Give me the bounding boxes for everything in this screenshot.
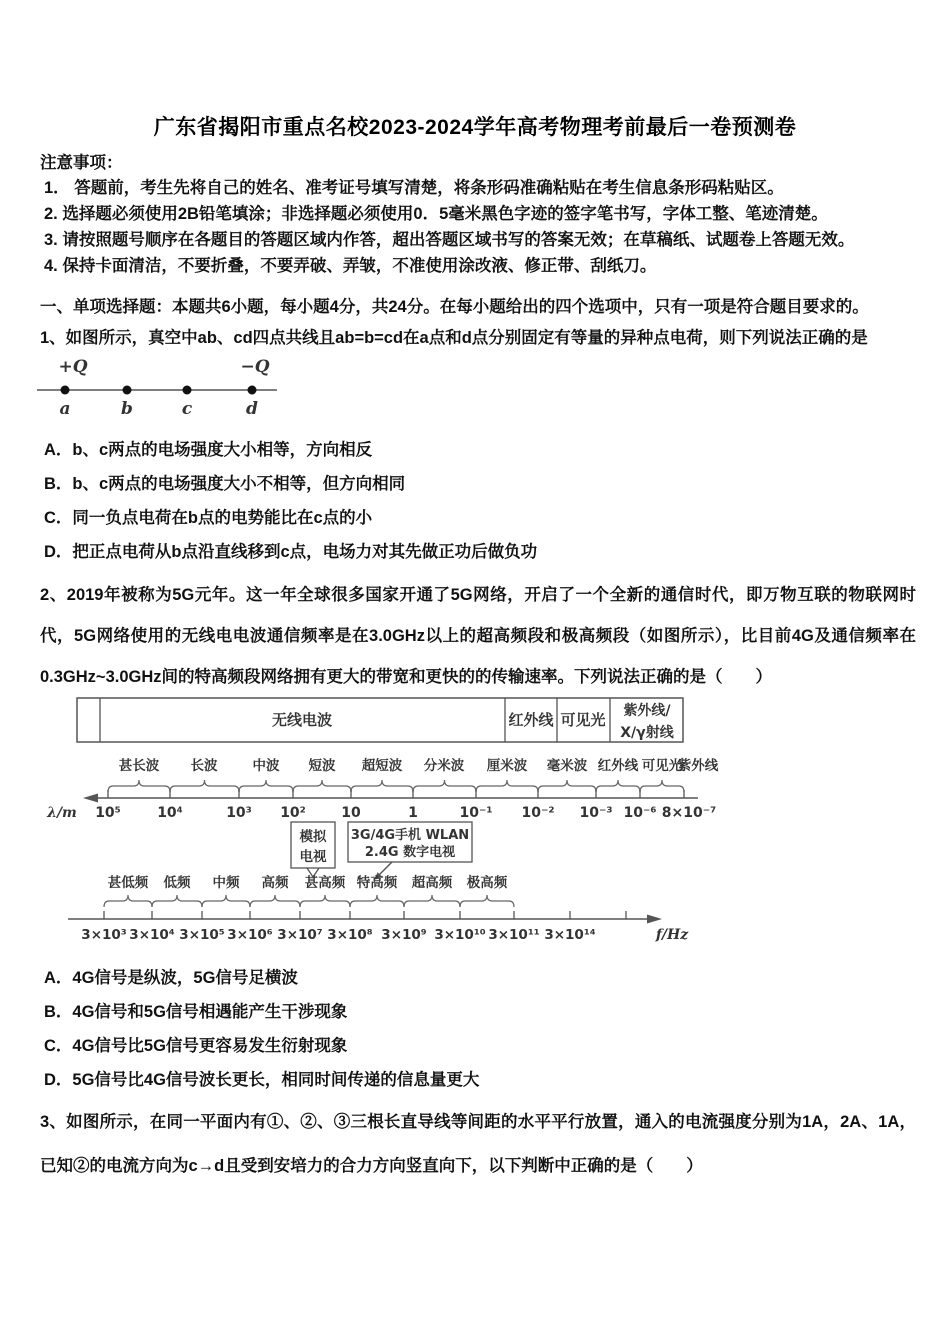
notice-item: 3. 请按照题号顺序在各题目的答题区域内作答，超出答题区域书写的答案无效；在草稿纸、试题卷上答题无效。 — [44, 231, 855, 249]
notice-item: 4. 保持卡面清洁，不要折叠，不要弄破、弄皱，不准使用涂改液、修正带、刮纸刀。 — [44, 257, 657, 275]
band-label: 甚低频 — [107, 875, 149, 891]
tick-label: 3×10⁵ — [179, 927, 225, 943]
tick-label: 3×10¹⁰ — [434, 927, 486, 943]
tick-label: 3×10⁴ — [129, 927, 175, 943]
band-label: 厘米波 — [486, 758, 528, 774]
q1-option-a: A．b、c两点的电场强度大小相等，方向相反 — [44, 441, 373, 459]
notice-heading: 注意事项： — [40, 154, 123, 172]
tick-label: 8×10⁻⁷ — [661, 805, 717, 821]
tick-label: 3×10⁶ — [227, 927, 273, 943]
band-label: 甚高频 — [304, 875, 346, 891]
band-label: 长波 — [190, 758, 218, 774]
tick-label: 10⁻³ — [579, 805, 613, 821]
tick-label: 3×10⁷ — [277, 927, 323, 943]
band-label: 可见光 — [641, 758, 683, 774]
notice-item: 1． 答题前，考生先将自己的姓名、准考证号填写清楚，将条形码准确粘贴在考生信息条形码粘贴区。 — [44, 179, 784, 197]
band-label: 中波 — [252, 758, 280, 774]
band-label: 甚长波 — [118, 758, 160, 774]
q1-option-c: C．同一负点电荷在b点的电势能比在c点的小 — [44, 509, 373, 527]
cell-uv-line1: 紫外线/ — [623, 703, 671, 719]
mobile-pointer-line — [379, 862, 392, 875]
band-label: 超高频 — [411, 875, 453, 891]
point-c-dot — [183, 386, 192, 395]
charge-diagram — [35, 356, 305, 422]
q1-option-b: B．b、c两点的电场强度大小不相等，但方向相同 — [44, 475, 406, 493]
exam-title: 广东省揭阳市重点名校2023-2024学年高考物理考前最后一卷预测卷 — [153, 116, 797, 139]
frequency-tick-marks — [104, 911, 626, 919]
q2-option-a: A．4G信号是纵波，5G信号足横波 — [44, 969, 298, 987]
band-label: 特高频 — [356, 875, 398, 891]
notice-item: 2. 选择题必须使用2B铅笔填涂；非选择题必须使用0．5毫米黑色字迹的签字笔书写，字体工整、笔迹清楚。 — [44, 205, 828, 223]
q2-option-b: B．4G信号和5G信号相遇能产生干涉现象 — [44, 1003, 348, 1021]
band-label: 毫米波 — [546, 758, 588, 774]
q2-option-c: C．4G信号比5G信号更容易发生衍射现象 — [44, 1037, 348, 1055]
cell-radio-waves: 无线电波 — [271, 711, 333, 729]
point-d-label: d — [246, 399, 258, 419]
tick-label: 3×10¹¹ — [488, 927, 540, 943]
tick-label: 3×10⁸ — [327, 927, 373, 943]
wavelength-axis — [46, 790, 716, 821]
tick-label: 10⁻¹ — [459, 805, 493, 821]
notice-list — [44, 175, 916, 279]
analog-tv-line2: 电视 — [299, 849, 327, 865]
q1-options — [44, 440, 914, 576]
right-charge-label: −Q — [240, 357, 270, 377]
mobile-line2: 2.4G 数字电视 — [364, 845, 456, 860]
band-label: 超短波 — [361, 758, 403, 774]
tick-label: 10⁻⁶ — [623, 805, 657, 821]
point-a-label: a — [59, 399, 71, 419]
cell-infrared: 红外线 — [508, 711, 554, 729]
band-label: 短波 — [308, 758, 336, 774]
frequency-tick-labels — [81, 927, 595, 943]
wavelength-band-labels — [119, 757, 719, 774]
frequency-band-labels — [108, 874, 508, 891]
mobile-line1: 3G/4G手机 WLAN — [350, 828, 470, 843]
tick-label: 10² — [280, 805, 306, 821]
tick-label: 10⁴ — [157, 805, 183, 821]
tick-label: 10³ — [226, 805, 252, 821]
tick-label: 3×10¹⁴ — [544, 927, 596, 943]
question-3-text: 3、如图所示，在同一平面内有①、②、③三根长直导线等间距的水平平行放置，通入的电流强度分别为1A，2A、1A，已知②的电流方向为c→d且受到安培力的合力方向竖直向下，以下判断中正确的是（ ） — [40, 1113, 916, 1175]
cell-visible-light: 可见光 — [560, 711, 606, 729]
point-b-label: b — [121, 399, 133, 419]
band-label: 高频 — [261, 875, 289, 891]
band-label: 紫外线 — [677, 758, 719, 774]
tick-label: 10⁵ — [95, 805, 121, 821]
band-label: 中频 — [212, 875, 240, 891]
tick-label: 1 — [408, 805, 418, 821]
question-1-text: 1、如图所示，真空中ab、cd四点共线且ab=b=cd在a点和d点分别固定有等量的异种点电荷，则下列说法正确的是 — [40, 329, 868, 347]
analog-tv-line1: 模拟 — [299, 829, 327, 845]
spectrum-table — [77, 698, 683, 742]
right-arrowhead — [647, 915, 662, 924]
callout-analog-tv — [291, 822, 335, 877]
q1-option-d: D．把正点电荷从b点沿直线移到c点，电场力对其先做正功后做负功 — [44, 543, 538, 561]
tick-label: 10⁻² — [521, 805, 555, 821]
band-label: 红外线 — [597, 758, 639, 774]
point-d-dot — [248, 386, 257, 395]
left-charge-label: +Q — [58, 357, 88, 377]
point-a-dot — [61, 386, 70, 395]
q2-option-d: D．5G信号比4G信号波长更长，相同时间传递的信息量更大 — [44, 1071, 480, 1089]
wavelength-tick-marks — [108, 790, 684, 798]
q2-options — [44, 968, 914, 1104]
cell-uv-xray-line2: X/γ射线 — [620, 725, 674, 741]
band-label: 低频 — [163, 875, 191, 891]
em-spectrum-diagram — [40, 694, 720, 950]
band-label: 极高频 — [466, 875, 508, 891]
callout-mobile-wlan — [348, 822, 472, 880]
frequency-axis — [68, 911, 689, 943]
tick-label: 3×10⁹ — [381, 927, 427, 943]
question-2-text: 2、2019年被称为5G元年。这一年全球很多国家开通了5G网络，开启了一个全新的通信时代，即万物互联的物联网时代，5G网络使用的无线电电波通信频率是在3.0GHz以上的超高频段和极高频段（如图所示），比目前4G及通信频率在0.3GHz~3.0GHz间的特高频段网络拥有更大的带宽和更快的的传输速率。下列说法正确的是（ ） — [40, 586, 916, 686]
left-arrowhead — [83, 794, 98, 803]
wavelength-axis-label: λ/m — [47, 805, 77, 821]
wavelength-braces — [108, 780, 684, 792]
frequency-axis-label: f/Hz — [655, 927, 689, 943]
band-label: 分米波 — [423, 758, 465, 774]
tick-label: 3×10³ — [81, 927, 127, 943]
wavelength-tick-labels — [95, 805, 716, 821]
section1-heading: 一、单项选择题：本题共6小题，每小题4分，共24分。在每小题给出的四个选项中，只有一项是符合题目要求的。 — [40, 298, 869, 316]
frequency-braces — [104, 895, 514, 907]
point-c-label: c — [181, 399, 193, 419]
tick-label: 10 — [341, 805, 361, 821]
point-b-dot — [123, 386, 132, 395]
